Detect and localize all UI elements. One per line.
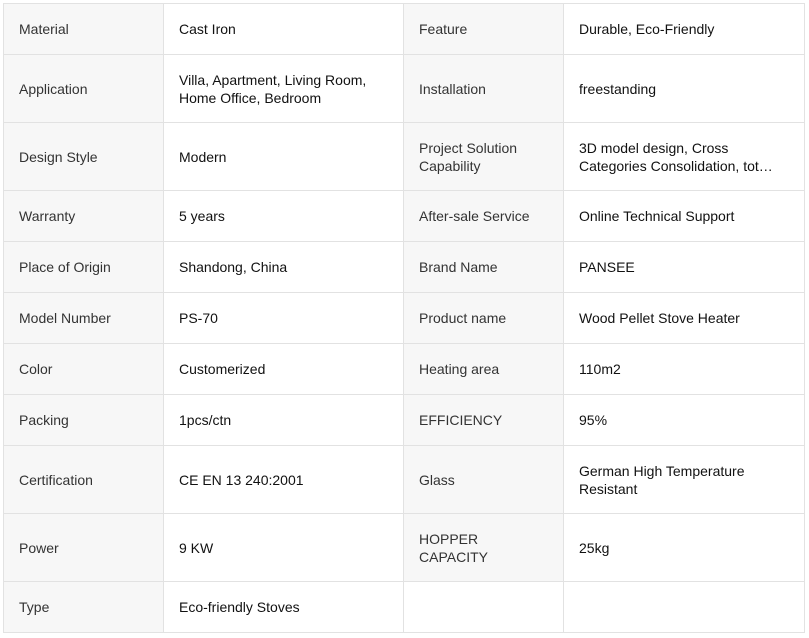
table-row [4,242,805,293]
table-row [4,344,805,395]
table-row [4,191,805,242]
spec-label: Place of Origin [4,242,164,293]
spec-value: PS-70 [164,293,404,344]
spec-value: 25kg [564,514,805,582]
spec-label: Product name [404,293,564,344]
spec-label: After-sale Service [404,191,564,242]
table-row [4,123,805,191]
spec-label: Heating area [404,344,564,395]
spec-value: 5 years [164,191,404,242]
spec-empty-cell [404,582,564,633]
spec-value: PANSEE [564,242,805,293]
spec-label: HOPPER CAPACITY [404,514,564,582]
spec-value-text: 3D model design, Cross Categories Consolidation, tot… [579,139,773,174]
spec-label: Certification [4,446,164,514]
spec-label: Color [4,344,164,395]
product-specifications-table [3,3,805,633]
spec-value: Cast Iron [164,4,404,55]
spec-value: freestanding [564,55,805,123]
spec-label: Glass [404,446,564,514]
spec-value: 9 KW [164,514,404,582]
spec-value: 110m2 [564,344,805,395]
spec-label: Installation [404,55,564,123]
spec-label: Type [4,582,164,633]
spec-label: Brand Name [404,242,564,293]
spec-label: Application [4,55,164,123]
spec-label: EFFICIENCY [404,395,564,446]
spec-value: 95% [564,395,805,446]
spec-empty-cell [564,582,805,633]
spec-label: Feature [404,4,564,55]
spec-label: Power [4,514,164,582]
spec-label: Packing [4,395,164,446]
spec-label: Project Solution Capability [404,123,564,191]
spec-value: Villa, Apartment, Living Room, Home Office, Bedroom [164,55,404,123]
table-row [4,293,805,344]
spec-value: Durable, Eco-Friendly [564,4,805,55]
spec-label: Design Style [4,123,164,191]
spec-value [564,123,805,191]
table-row [4,582,805,633]
table-row [4,514,805,582]
spec-value: German High Temperature Resistant [564,446,805,514]
spec-value: Customerized [164,344,404,395]
spec-label: Model Number [4,293,164,344]
table-row [4,395,805,446]
spec-value: Modern [164,123,404,191]
spec-value: Eco-friendly Stoves [164,582,404,633]
spec-label: Material [4,4,164,55]
spec-value: CE EN 13 240:2001 [164,446,404,514]
spec-value: Shandong, China [164,242,404,293]
spec-value: 1pcs/ctn [164,395,404,446]
table-row [4,4,805,55]
table-row [4,55,805,123]
spec-label: Warranty [4,191,164,242]
spec-value: Online Technical Support [564,191,805,242]
table-row [4,446,805,514]
spec-value: Wood Pellet Stove Heater [564,293,805,344]
